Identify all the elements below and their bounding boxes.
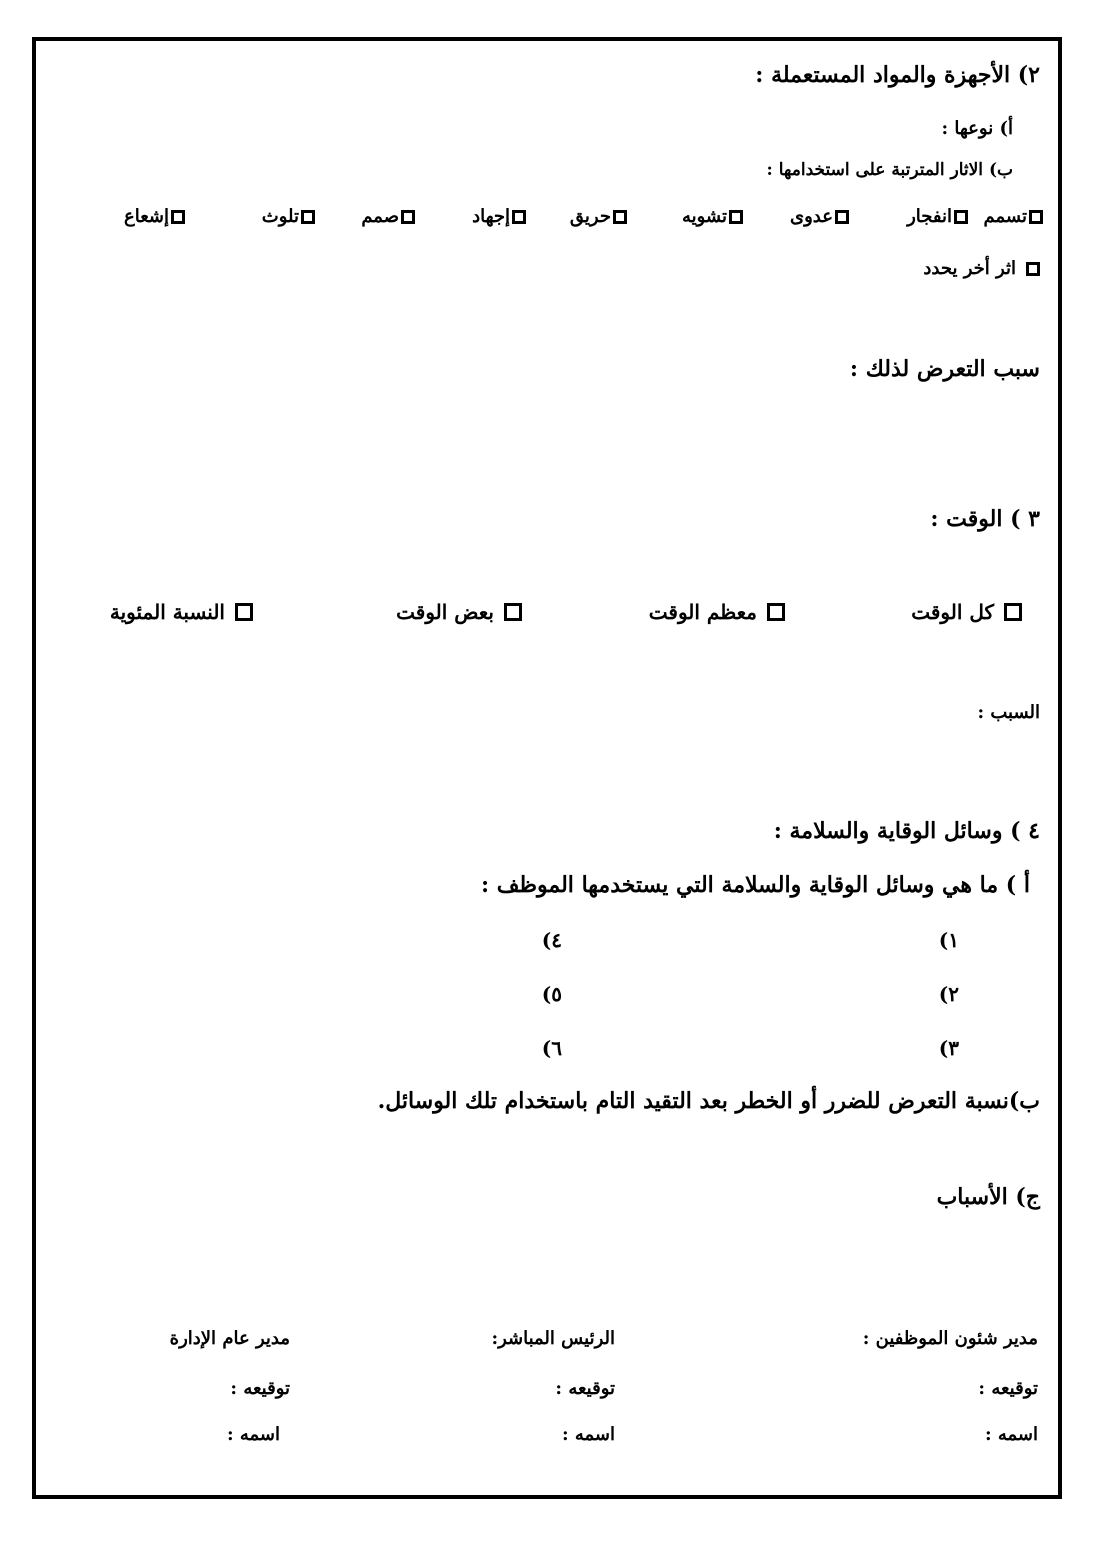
safety-means-question: أ ) ما هي وسائل الوقاية والسلامة التي يستخدمها الموظف : <box>480 872 1030 898</box>
effects-label: ب) الاثار المترتبة على استخدامها : <box>766 160 1013 180</box>
checkbox-icon[interactable] <box>512 210 526 224</box>
personnel-manager-title: مدير شئون الموظفين : <box>862 1328 1038 1349</box>
time-option-some[interactable]: بعض الوقت <box>396 600 522 624</box>
safety-item-4: ٤) <box>541 928 562 952</box>
time-option-all[interactable]: كل الوقت <box>911 600 1022 624</box>
general-manager-name: اسمه : <box>226 1424 280 1445</box>
safety-item-6: ٦) <box>541 1036 562 1060</box>
effect-option-fire[interactable]: حريق <box>570 206 627 227</box>
section3-title: ٣ ) الوقت : <box>930 506 1040 532</box>
personnel-manager-name: اسمه : <box>984 1424 1038 1445</box>
general-manager-signature: توقيعه : <box>230 1378 290 1399</box>
equipment-type-label: أ) نوعها : <box>941 118 1013 139</box>
section2-title: ٢) الأجهزة والمواد المستعملة : <box>755 62 1040 88</box>
page-border <box>32 37 1062 1499</box>
checkbox-icon[interactable] <box>954 210 968 224</box>
safety-item-3: ٣) <box>938 1036 959 1060</box>
checkbox-icon[interactable] <box>1026 262 1040 276</box>
effect-option-radiation[interactable]: إشعاع <box>124 206 185 227</box>
effect-option-infection[interactable]: عدوى <box>790 206 849 227</box>
effect-option-deafness[interactable]: صمم <box>361 206 415 227</box>
checkbox-icon[interactable] <box>504 603 522 621</box>
effect-option-poisoning[interactable]: تسمم <box>984 206 1043 227</box>
general-manager-title: مدير عام الإدارة <box>169 1328 290 1349</box>
safety-item-1: ١) <box>938 928 959 952</box>
personnel-manager-signature: توقيعه : <box>978 1378 1038 1399</box>
effect-option-other[interactable]: اثر أخر يحدد <box>923 258 1040 279</box>
effect-option-fatigue[interactable]: إجهاد <box>472 206 526 227</box>
direct-supervisor-signature: توقيعه : <box>555 1378 615 1399</box>
checkbox-icon[interactable] <box>401 210 415 224</box>
checkbox-icon[interactable] <box>1029 210 1043 224</box>
exposure-ratio-text: ب)نسبة التعرض للضرر أو الخطر بعد التقيد التام باستخدام تلك الوسائل. <box>377 1088 1040 1114</box>
direct-supervisor-name: اسمه : <box>561 1424 615 1445</box>
time-reason-label: السبب : <box>977 702 1040 723</box>
time-option-percentage[interactable]: النسبة المئوية <box>110 600 253 624</box>
checkbox-icon[interactable] <box>301 210 315 224</box>
checkbox-icon[interactable] <box>835 210 849 224</box>
direct-supervisor-title: الرئيس المباشر: <box>491 1328 615 1349</box>
section4-title: ٤ ) وسائل الوقاية والسلامة : <box>773 818 1040 844</box>
causes-label: ج) الأسباب <box>936 1184 1040 1210</box>
effect-option-explosion[interactable]: انفجار <box>907 206 968 227</box>
exposure-reason-label: سبب التعرض لذلك : <box>849 356 1040 382</box>
effect-option-deformation[interactable]: تشويه <box>682 206 743 227</box>
checkbox-icon[interactable] <box>171 210 185 224</box>
checkbox-icon[interactable] <box>613 210 627 224</box>
checkbox-icon[interactable] <box>767 603 785 621</box>
effect-option-pollution[interactable]: تلوث <box>262 206 315 227</box>
checkbox-icon[interactable] <box>1004 603 1022 621</box>
safety-item-5: ٥) <box>541 982 562 1006</box>
safety-item-2: ٢) <box>938 982 959 1006</box>
time-option-most[interactable]: معظم الوقت <box>649 600 785 624</box>
checkbox-icon[interactable] <box>729 210 743 224</box>
checkbox-icon[interactable] <box>235 603 253 621</box>
